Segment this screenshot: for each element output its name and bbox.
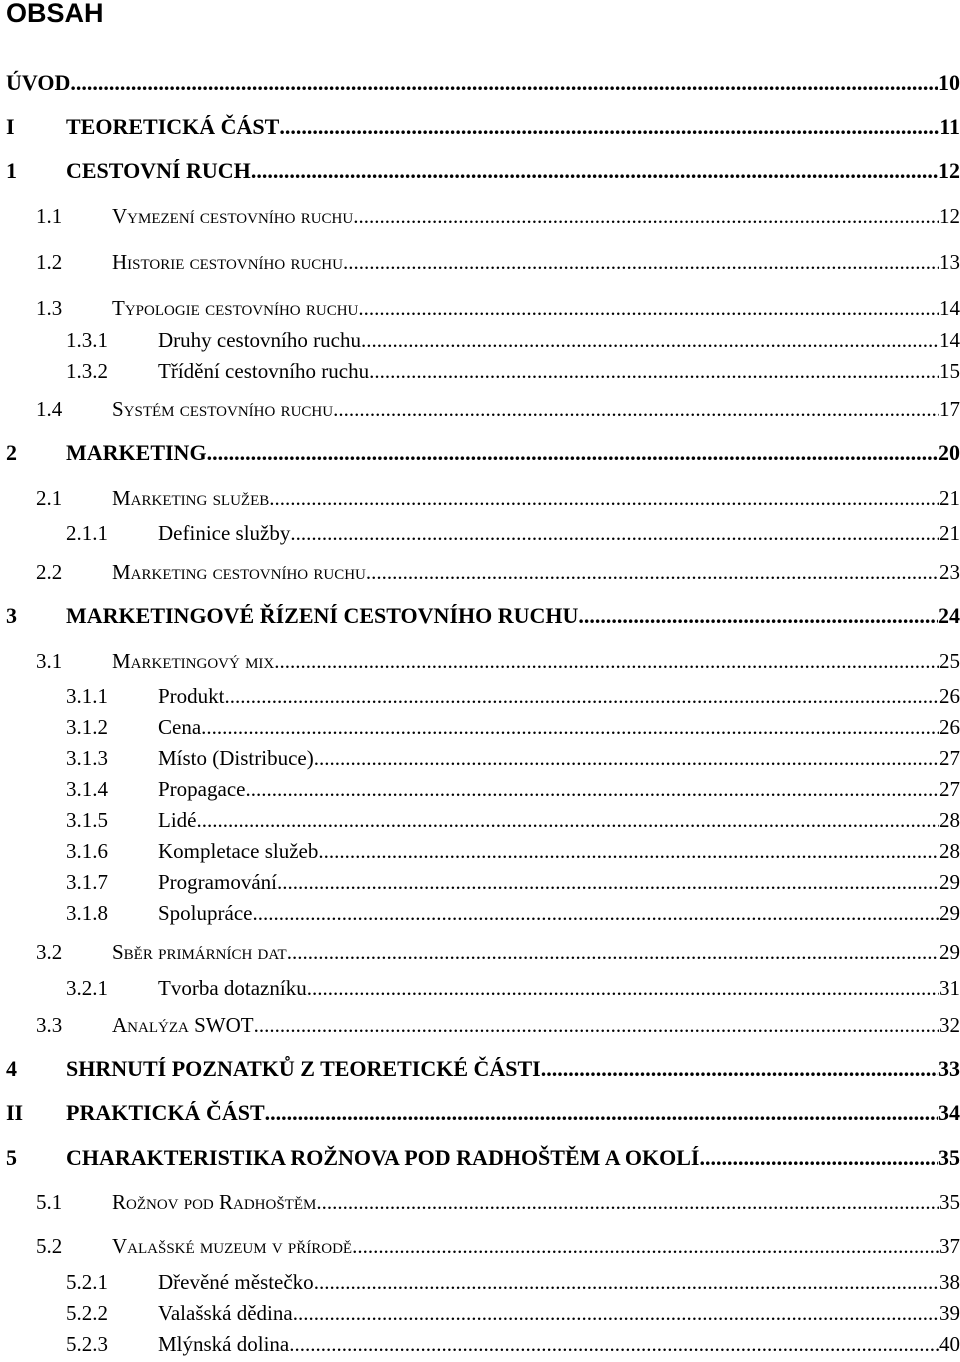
toc-entry-page: 12 [938,158,960,183]
toc-entry-page: 27 [939,746,960,770]
toc-dot-leader [366,560,939,585]
toc-entry-title: Místo (Distribuce) [158,746,314,770]
toc-dot-leader [289,1332,939,1357]
toc-entry[interactable] [66,715,960,740]
toc-entry-page: 29 [939,940,960,964]
toc-entry-number: 3.1.7 [66,870,108,894]
toc-entry[interactable] [36,560,960,585]
toc-entry-number: 4 [6,1056,17,1081]
toc-dot-leader [201,715,939,740]
toc-entry-page: 29 [939,870,960,894]
toc-entry[interactable] [6,603,960,629]
toc-entry-number: 3.2 [36,940,63,964]
toc-entry[interactable] [6,1100,960,1126]
toc-entry-title: Analýza SWOT [112,1013,254,1037]
toc-dot-leader [316,1190,939,1215]
toc-entry[interactable] [36,204,960,229]
toc-entry-number: 1.1 [36,204,63,228]
toc-entry[interactable] [66,1301,960,1326]
toc-entry-title: Druhy cestovního ruchu [158,328,361,352]
toc-entry[interactable] [36,1190,960,1215]
toc-entry-number: 3.1.8 [66,901,108,925]
toc-entry-number: 3.1.6 [66,839,108,863]
toc-entry-page: 32 [939,1013,960,1037]
toc-entry[interactable] [66,328,960,353]
toc-entry[interactable] [66,901,960,926]
toc-entry[interactable] [66,521,960,546]
toc-entry-title: Spolupráce [158,901,253,925]
toc-dot-leader [293,1301,939,1326]
toc-entry-page: 27 [939,777,960,801]
toc-entry[interactable] [66,808,960,833]
toc-entry[interactable] [36,1234,960,1259]
toc-entry-number: 3.1 [36,649,63,673]
toc-dot-leader [274,649,939,674]
toc-entry[interactable] [66,359,960,384]
toc-entry-page: 28 [939,839,960,863]
toc-entry-title: Dřevěné městečko [158,1270,314,1294]
toc-entry-number: 5 [6,1145,17,1170]
toc-entry-page: 14 [939,296,960,320]
toc-entry-page: 34 [938,1100,960,1125]
toc-entry-page: 28 [939,808,960,832]
toc-dot-leader [290,521,939,546]
toc-entry-page: 21 [939,486,960,510]
toc-entry-number: 5.2.3 [66,1332,108,1356]
toc-entry-page: 38 [939,1270,960,1294]
toc-entry[interactable] [6,114,960,140]
toc-entry-title: Valašská dědina [158,1301,293,1325]
toc-dot-leader [343,250,939,275]
toc-entry-page: 24 [938,603,960,628]
toc-entry-title: Programování [158,870,277,894]
toc-entry[interactable] [6,1056,960,1082]
toc-entry-page: 39 [939,1301,960,1325]
toc-entry-page: 31 [939,976,960,1000]
toc-dot-leader [578,603,938,629]
toc-entry-title: Propagace [158,777,246,801]
toc-entry-title: SHRNUTÍ POZNATKŮ Z TEORETICKÉ ČÁSTI [66,1056,541,1081]
toc-entry-title: CESTOVNÍ RUCH [66,158,251,183]
toc-entry-page: 10 [938,70,960,95]
toc-entry-number: 1.3 [36,296,63,320]
toc-entry[interactable] [6,70,960,96]
toc-entry-title: Vymezení cestovního ruchu [112,204,354,228]
toc-entry-number: 3.3 [36,1013,63,1037]
toc-entry-number: 3.1.2 [66,715,108,739]
toc-entry-page: 21 [939,521,960,545]
toc-entry-title: ÚVOD [6,70,71,95]
toc-dot-leader [265,1100,938,1126]
toc-entry-title: MARKETINGOVÉ ŘÍZENÍ CESTOVNÍHO RUCHU [66,603,579,628]
toc-entry-number: 1 [6,158,17,183]
toc-entry[interactable] [66,1270,960,1295]
toc-dot-leader [207,440,938,466]
toc-dot-leader [70,70,938,96]
toc-entry-title: Tvorba dotazníku [158,976,307,1000]
toc-entry[interactable] [36,649,960,674]
toc-dot-leader [318,839,939,864]
toc-entry-page: 26 [939,684,960,708]
toc-entry-page: 23 [939,560,960,584]
toc-dot-leader [245,777,939,802]
toc-entry-number: 1.3.1 [66,328,108,352]
toc-dot-leader [287,940,939,965]
toc-entry[interactable] [66,1332,960,1357]
toc-entry-page: 13 [939,250,960,274]
toc-entry-title: Systém cestovního ruchu [112,397,334,421]
toc-entry-page: 14 [939,328,960,352]
toc-entry-page: 40 [939,1332,960,1356]
toc-entry-title: Cena [158,715,202,739]
toc-entry[interactable] [66,746,960,771]
toc-entry[interactable] [6,440,960,466]
toc-entry-title: Kompletace služeb [158,839,319,863]
toc-entry-page: 33 [938,1056,960,1081]
toc-entry-number: 3.1.1 [66,684,108,708]
toc-entry-title: PRAKTICKÁ ČÁST [66,1100,265,1125]
toc-entry-number: 2.2 [36,560,63,584]
toc-entry-page: 12 [939,204,960,228]
toc-entry-page: 15 [939,359,960,383]
toc-dot-leader [307,976,939,1001]
toc-entry-number: 1.3.2 [66,359,108,383]
toc-entry[interactable] [36,397,960,422]
toc-entry[interactable] [66,976,960,1001]
toc-entry-number: 5.2.1 [66,1270,108,1294]
toc-entry[interactable] [66,839,960,864]
toc-entry-title: MARKETING [66,440,207,465]
toc-entry-page: 35 [938,1145,960,1170]
toc-entry-number: I [6,114,15,139]
toc-entry-page: 20 [938,440,960,465]
toc-entry-number: 5.2 [36,1234,63,1258]
toc-dot-leader [352,1234,939,1259]
toc-entry-number: 3.2.1 [66,976,108,1000]
toc-entry-number: 2.1.1 [66,521,108,545]
toc-dot-leader [251,158,938,184]
page-title: OBSAH [6,0,104,28]
toc-entry[interactable] [66,777,960,802]
toc-entry-number: 5.2.2 [66,1301,108,1325]
toc-entry-title: Lidé [158,808,197,832]
toc-entry-page: 11 [939,114,960,139]
toc-entry-title: Marketingový mix [112,649,275,673]
toc-entry-title: Valašské muzeum v přírodě [112,1234,353,1258]
toc-dot-leader [314,746,939,771]
toc-dot-leader [369,359,939,384]
toc-entry[interactable] [36,940,960,965]
toc-entry[interactable] [36,1013,960,1038]
toc-entry[interactable] [36,296,960,321]
toc-entry[interactable] [66,870,960,895]
toc-entry-title: Definice služby [158,521,291,545]
toc-entry-title: TEORETICKÁ ČÁST [66,114,280,139]
toc-dot-leader [314,1270,939,1295]
toc-entry-title: Mlýnská dolina [158,1332,290,1356]
toc-entry[interactable] [6,158,960,184]
toc-entry[interactable] [36,486,960,511]
toc-entry[interactable] [66,684,960,709]
toc-entry-page: 35 [939,1190,960,1214]
toc-entry-page: 37 [939,1234,960,1258]
toc-dot-leader [541,1056,938,1082]
toc-dot-leader [358,296,939,321]
toc-entry-number: 2 [6,440,17,465]
toc-entry-title: Třídění cestovního ruchu [158,359,370,383]
toc-dot-leader [225,684,939,709]
toc-entry-number: 5.1 [36,1190,63,1214]
toc-dot-leader [254,1013,939,1038]
toc-dot-leader [252,901,939,926]
toc-dot-leader [269,486,939,511]
toc-entry-title: Marketing cestovního ruchu [112,560,366,584]
toc-entry-title: CHARAKTERISTIKA ROŽNOVA POD RADHOŠTĚM A OKOLÍ [66,1145,700,1170]
toc-entry-number: 3 [6,603,17,628]
toc-dot-leader [333,397,939,422]
toc-entry-page: 17 [939,397,960,421]
toc-entry-title: Historie cestovního ruchu [112,250,343,274]
toc-entry-title: Produkt [158,684,225,708]
toc-entry-number: 3.1.5 [66,808,108,832]
toc-entry-number: II [6,1100,24,1125]
toc-entry-number: 3.1.4 [66,777,108,801]
toc-entry[interactable] [36,250,960,275]
toc-entry-title: Rožnov pod Radhoštěm [112,1190,317,1214]
toc-entry-title: Sběr primárních dat [112,940,287,964]
toc-dot-leader [699,1145,938,1171]
toc-entry-page: 29 [939,901,960,925]
toc-dot-leader [361,328,939,353]
toc-dot-leader [279,114,939,140]
toc-dot-leader [277,870,939,895]
toc-entry-number: 1.2 [36,250,63,274]
toc-entry-number: 1.4 [36,397,63,421]
toc-entry[interactable] [6,1145,960,1171]
toc-entry-page: 26 [939,715,960,739]
toc-entry-number: 2.1 [36,486,63,510]
toc-dot-leader [353,204,939,229]
toc-dot-leader [196,808,939,833]
toc-entry-number: 3.1.3 [66,746,108,770]
toc-entry-title: Marketing služeb [112,486,270,510]
toc-entry-page: 25 [939,649,960,673]
toc-entry-title: Typologie cestovního ruchu [112,296,359,320]
